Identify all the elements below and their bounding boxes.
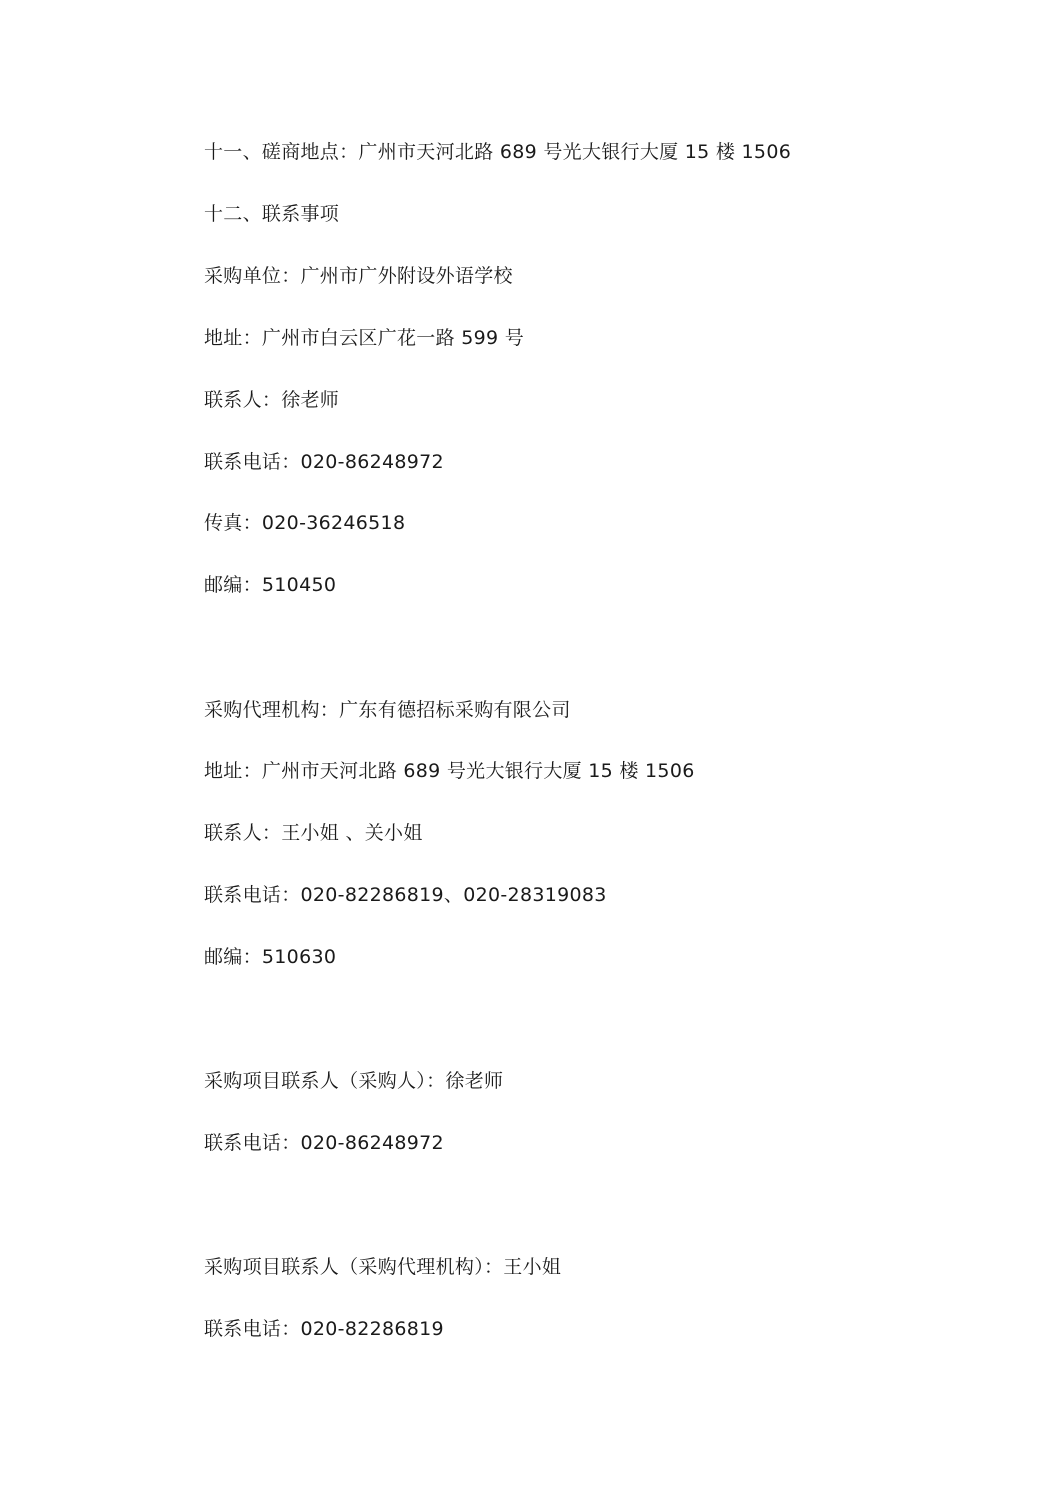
purchaser-name: 采购单位：广州市广外附设外语学校	[204, 265, 513, 287]
purchaser-fax: 传真：020-36246518	[204, 512, 406, 534]
project-contact-purchaser-phone: 联系电话：020-86248972	[204, 1132, 444, 1154]
project-contact-agency: 采购项目联系人（采购代理机构）：王小姐	[204, 1256, 562, 1278]
agency-postcode: 邮编：510630	[204, 946, 337, 968]
consultation-location: 十一、磋商地点：广州市天河北路 689 号光大银行大厦 15 楼 1506	[204, 141, 792, 163]
purchaser-phone: 联系电话：020-86248972	[204, 451, 444, 473]
agency-phone: 联系电话：020-82286819、020-28319083	[204, 884, 607, 906]
project-contact-purchaser: 采购项目联系人（采购人）：徐老师	[204, 1070, 504, 1092]
purchaser-address: 地址：广州市白云区广花一路 599 号	[204, 327, 525, 349]
agency-name: 采购代理机构：广东有德招标采购有限公司	[204, 699, 571, 721]
section-heading-contacts: 十二、联系事项	[204, 203, 340, 225]
purchaser-contact-person: 联系人：徐老师	[204, 389, 340, 411]
purchaser-postcode: 邮编：510450	[204, 574, 337, 596]
project-contact-agency-phone: 联系电话：020-82286819	[204, 1318, 444, 1340]
agency-contact-person: 联系人：王小姐 、关小姐	[204, 822, 423, 844]
agency-address: 地址：广州市天河北路 689 号光大银行大厦 15 楼 1506	[204, 760, 695, 782]
